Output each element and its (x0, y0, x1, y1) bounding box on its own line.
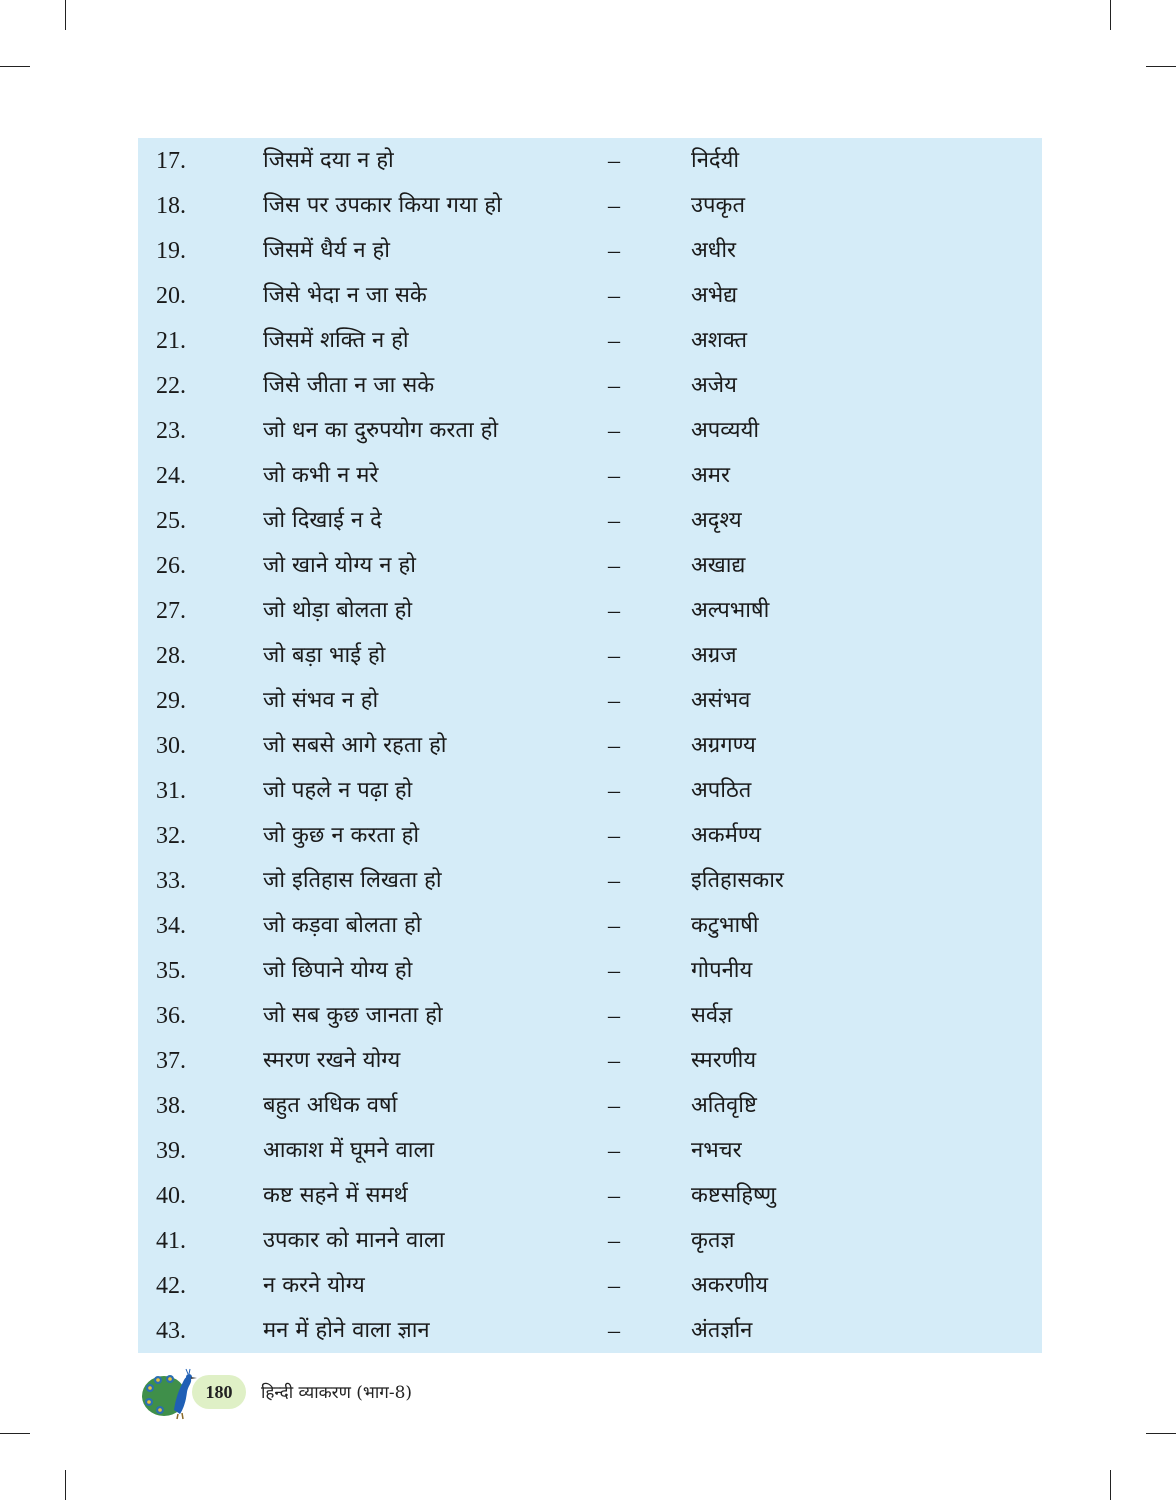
row-dash: – (608, 867, 620, 894)
row-dash: – (608, 372, 620, 399)
crop-mark-top-right (1110, 0, 1111, 30)
row-phrase: जिसमें धैर्य न हो (263, 237, 390, 263)
table-row (138, 903, 1042, 948)
row-number: 23. (156, 417, 186, 444)
row-word: अकर्मण्य (691, 822, 762, 848)
table-row (138, 1038, 1042, 1083)
row-dash: – (608, 237, 620, 264)
row-number: 32. (156, 822, 186, 849)
row-dash: – (608, 1092, 620, 1119)
row-number: 25. (156, 507, 186, 534)
row-dash: – (608, 507, 620, 534)
row-number: 21. (156, 327, 186, 354)
crop-mark-right-top (1146, 66, 1176, 67)
row-phrase: जिसमें शक्ति न हो (263, 327, 409, 353)
crop-mark-right-bottom (1146, 1433, 1176, 1434)
row-phrase: आकाश में घूमने वाला (263, 1137, 435, 1163)
table-row (138, 588, 1042, 633)
row-phrase: न करने योग्य (263, 1272, 365, 1298)
row-phrase: जो दिखाई न दे (263, 507, 382, 533)
row-word: अपठित (691, 777, 752, 803)
row-phrase: जो खाने योग्य न हो (263, 552, 416, 578)
row-phrase: कष्ट सहने में समर्थ (263, 1182, 408, 1208)
table-row (138, 1173, 1042, 1218)
page-number: 180 (205, 1381, 233, 1402)
row-dash: – (608, 1047, 620, 1074)
table-row (138, 858, 1042, 903)
row-dash: – (608, 1227, 620, 1254)
row-dash: – (608, 1002, 620, 1029)
row-number: 41. (156, 1227, 186, 1254)
table-row (138, 138, 1042, 183)
row-dash: – (608, 552, 620, 579)
row-word: गोपनीय (691, 957, 753, 983)
row-word: अल्पभाषी (691, 597, 770, 623)
table-row (138, 1308, 1042, 1353)
row-dash: – (608, 822, 620, 849)
row-dash: – (608, 1137, 620, 1164)
row-phrase: जिसे भेदा न जा सके (263, 282, 427, 308)
row-word: निर्दयी (691, 147, 740, 173)
table-row (138, 1083, 1042, 1128)
row-phrase: जो सब कुछ जानता हो (263, 1002, 443, 1028)
row-phrase: उपकार को मानने वाला (263, 1227, 445, 1253)
row-phrase: जो इतिहास लिखता हो (263, 867, 442, 893)
row-dash: – (608, 957, 620, 984)
row-phrase: स्मरण रखने योग्य (263, 1047, 401, 1073)
row-phrase: जो कभी न मरे (263, 462, 379, 488)
row-word: अमर (691, 462, 730, 488)
row-word: कष्टसहिष्णु (691, 1182, 776, 1208)
row-word: अभेद्य (691, 282, 738, 308)
row-word: नभचर (691, 1137, 742, 1163)
table-row (138, 723, 1042, 768)
table-row (138, 363, 1042, 408)
row-number: 42. (156, 1272, 186, 1299)
word-list-panel (138, 138, 1042, 1353)
crop-mark-top-left (65, 0, 66, 30)
table-row (138, 453, 1042, 498)
row-phrase: बहुत अधिक वर्षा (263, 1092, 398, 1118)
table-row (138, 318, 1042, 363)
row-number: 40. (156, 1182, 186, 1209)
row-number: 39. (156, 1137, 186, 1164)
row-word: अंतर्ज्ञान (691, 1317, 753, 1343)
crop-mark-left-top (0, 66, 30, 67)
table-row (138, 678, 1042, 723)
row-number: 24. (156, 462, 186, 489)
row-number: 29. (156, 687, 186, 714)
row-dash: – (608, 1317, 620, 1344)
table-row (138, 228, 1042, 273)
table-row (138, 1128, 1042, 1173)
table-row (138, 273, 1042, 318)
row-number: 35. (156, 957, 186, 984)
table-row (138, 948, 1042, 993)
crop-mark-left-bottom (0, 1433, 30, 1434)
row-number: 31. (156, 777, 186, 804)
row-word: अशक्त (691, 327, 748, 353)
row-phrase: जो थोड़ा बोलता हो (263, 597, 413, 623)
table-row (138, 408, 1042, 453)
row-dash: – (608, 1272, 620, 1299)
table-row (138, 543, 1042, 588)
row-word: अकरणीय (691, 1272, 769, 1298)
row-phrase: जिसमें दया न हो (263, 147, 394, 173)
row-phrase: जिस पर उपकार किया गया हो (263, 192, 502, 218)
row-number: 17. (156, 147, 186, 174)
page-number-badge (192, 1375, 246, 1409)
row-number: 22. (156, 372, 186, 399)
table-row (138, 183, 1042, 228)
row-word: अतिवृष्टि (691, 1092, 757, 1118)
row-word: सर्वज्ञ (691, 1002, 733, 1028)
table-row (138, 1218, 1042, 1263)
row-word: अजेय (691, 372, 737, 398)
row-phrase: जो पहले न पढ़ा हो (263, 777, 413, 803)
row-number: 18. (156, 192, 186, 219)
row-word: अधीर (691, 237, 737, 263)
row-word: अग्रज (691, 642, 737, 668)
row-number: 27. (156, 597, 186, 624)
row-phrase: जो धन का दुरुपयोग करता हो (263, 417, 499, 443)
row-dash: – (608, 1182, 620, 1209)
row-number: 37. (156, 1047, 186, 1074)
row-dash: – (608, 192, 620, 219)
row-word: उपकृत (691, 192, 745, 218)
row-number: 26. (156, 552, 186, 579)
crop-mark-bottom-left (65, 1470, 66, 1500)
row-phrase: जो कड़वा बोलता हो (263, 912, 422, 938)
table-row (138, 633, 1042, 678)
row-dash: – (608, 327, 620, 354)
row-dash: – (608, 147, 620, 174)
row-word: असंभव (691, 687, 751, 713)
row-phrase: जो सबसे आगे रहता हो (263, 732, 447, 758)
table-row (138, 813, 1042, 858)
row-dash: – (608, 597, 620, 624)
row-dash: – (608, 912, 620, 939)
table-row (138, 768, 1042, 813)
table-row (138, 1263, 1042, 1308)
row-word: अग्रगण्य (691, 732, 756, 758)
row-number: 28. (156, 642, 186, 669)
row-dash: – (608, 687, 620, 714)
row-dash: – (608, 777, 620, 804)
row-phrase: जो कुछ न करता हो (263, 822, 420, 848)
row-word: इतिहासकार (691, 867, 784, 893)
row-word: अदृश्य (691, 507, 742, 533)
row-number: 34. (156, 912, 186, 939)
row-word: कृतज्ञ (691, 1227, 735, 1253)
crop-mark-bottom-right (1110, 1470, 1111, 1500)
table-row (138, 993, 1042, 1038)
row-word: कटुभाषी (691, 912, 759, 938)
row-phrase: मन में होने वाला ज्ञान (263, 1317, 430, 1343)
row-number: 30. (156, 732, 186, 759)
book-title: हिन्दी व्याकरण (भाग-8) (261, 1383, 413, 1403)
row-word: अपव्ययी (691, 417, 760, 443)
row-number: 43. (156, 1317, 186, 1344)
row-dash: – (608, 732, 620, 759)
row-dash: – (608, 417, 620, 444)
row-word: स्मरणीय (691, 1047, 757, 1073)
row-phrase: जो बड़ा भाई हो (263, 642, 386, 668)
row-dash: – (608, 282, 620, 309)
row-dash: – (608, 462, 620, 489)
table-row (138, 498, 1042, 543)
row-word: अखाद्य (691, 552, 746, 578)
row-number: 19. (156, 237, 186, 264)
row-number: 33. (156, 867, 186, 894)
row-phrase: जो संभव न हो (263, 687, 379, 713)
row-dash: – (608, 642, 620, 669)
row-phrase: जो छिपाने योग्य हो (263, 957, 413, 983)
row-number: 36. (156, 1002, 186, 1029)
row-phrase: जिसे जीता न जा सके (263, 372, 435, 398)
page-footer (140, 1366, 540, 1420)
row-number: 38. (156, 1092, 186, 1119)
row-number: 20. (156, 282, 186, 309)
